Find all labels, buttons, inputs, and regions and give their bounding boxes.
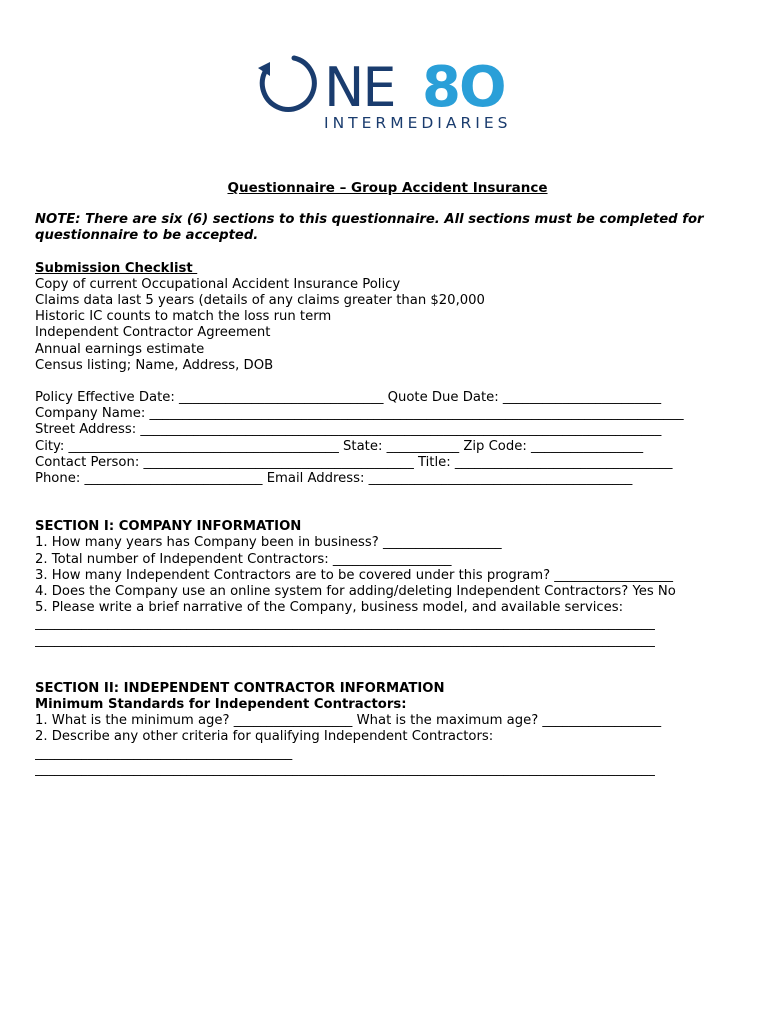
section-1-question[interactable]: 1. How many years has Company been in business? __________________ — [35, 535, 502, 551]
answer-line[interactable]: ______________________________________________________________________________________________ — [35, 616, 655, 632]
section-1-question: 5. Please write a brief narrative of the Company, business model, and available services: — [35, 600, 624, 616]
field-policy-effective-date[interactable]: Policy Effective Date: _______________________________ Quote Due Date: ________________________ — [35, 390, 662, 406]
section-2-subheading: Minimum Standards for Independent Contractors: — [35, 697, 407, 713]
circular-arrow-icon — [262, 58, 314, 109]
checklist-item: Historic IC counts to match the loss run term — [35, 309, 332, 325]
field-city-state-zip[interactable]: City: _________________________________________ State: ___________ Zip Code: _________________ — [35, 438, 644, 454]
section-2-question: 2. Describe any other criteria for qualifying Independent Contractors: — [35, 729, 494, 745]
checklist-item: Census listing; Name, Address, DOB — [35, 357, 274, 373]
field-phone-email[interactable]: Phone: ___________________________ Email Address: ________________________________________ — [35, 471, 633, 487]
logo-text-80: 8O — [422, 55, 505, 120]
answer-line[interactable]: _______________________________________ — [35, 745, 293, 761]
answer-line[interactable]: ______________________________________________________________________________________________ — [35, 761, 655, 777]
answer-line[interactable]: ______________________________________________________________________________________________ — [35, 632, 655, 648]
field-contact-person-title[interactable]: Contact Person: _________________________________________ Title: _________________________________ — [35, 454, 673, 470]
section-1-question[interactable]: 4. Does the Company use an online system for adding/deleting Independent Contractors? Yes No — [35, 584, 676, 600]
questionnaire-page — [35, 180, 740, 778]
checklist-item: Copy of current Occupational Accident Insurance Policy — [35, 276, 401, 292]
note-text: NOTE: There are six (6) sections to this questionnaire. All sections must be completed for questionnaire to be accepted. — [35, 212, 704, 244]
section-2-heading: SECTION II: INDEPENDENT CONTRACTOR INFORMATION — [35, 680, 445, 696]
company-logo — [250, 44, 530, 134]
field-street-address[interactable]: Street Address: _______________________________________________________________________________ — [35, 422, 662, 438]
checklist-item: Claims data last 5 years (details of any claims greater than $20,000 — [35, 293, 485, 309]
page-title: Questionnaire – Group Accident Insurance — [227, 180, 548, 196]
checklist-item: Annual earnings estimate — [35, 341, 205, 357]
field-company-name[interactable]: Company Name: _________________________________________________________________________________ — [35, 406, 684, 422]
section-1-question[interactable]: 2. Total number of Independent Contractors: __________________ — [35, 551, 452, 567]
section-1-question[interactable]: 3. How many Independent Contractors are to be covered under this program? __________________ — [35, 567, 673, 583]
checklist-item: Independent Contractor Agreement — [35, 325, 271, 341]
logo-text-ne: NE — [324, 56, 395, 119]
one80-logo-graphic — [250, 44, 530, 134]
logo-subtitle: INTERMEDIARIES — [324, 114, 512, 132]
section-1-heading: SECTION I: COMPANY INFORMATION — [35, 519, 302, 535]
section-2-question[interactable]: 1. What is the minimum age? __________________ What is the maximum age? __________________ — [35, 713, 662, 729]
checklist-heading: Submission Checklist — [35, 260, 198, 276]
